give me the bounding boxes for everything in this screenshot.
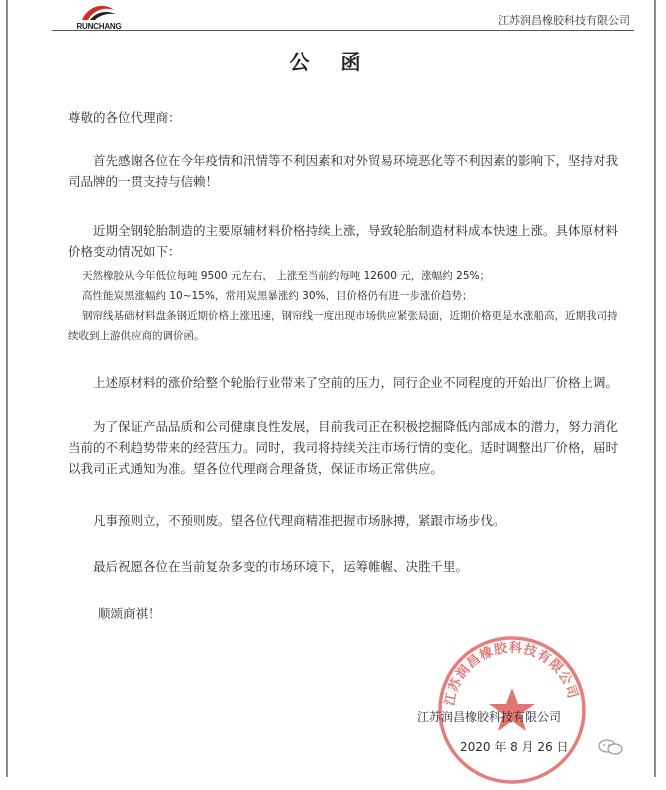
list-item: 钢帘线基础材料盘条钢近期价格上涨迅速，钢帘线一度出现市场供应紧张局面，近期价格更是水涨船高，近期我司持续收到上游供应商的调价函。 — [68, 310, 618, 342]
paragraph-industry-pressure: 上述原材料的涨价给整个轮胎行业带来了空前的压力，同行企业不同程度的开始出厂价格上调。 — [93, 375, 619, 390]
list-item: 天然橡胶从今年低位每吨 9500 元左右， 上涨至当前约每吨 12600 元，涨幅约 25%； — [82, 270, 490, 282]
header-company-name: 江苏润昌橡胶科技有限公司 — [498, 14, 630, 27]
logo-swoosh-icon — [64, 4, 134, 24]
signature-date: 2020 年 8 月 26 日 — [460, 740, 569, 754]
closing: 顺颂商祺！ — [98, 606, 161, 621]
wechat-icon — [596, 738, 626, 756]
signature-company: 江苏润昌橡胶科技有限公司 — [417, 710, 562, 724]
logo-text: RUNCHANG — [76, 22, 122, 31]
letter-title: 公 函 — [289, 50, 373, 74]
paragraph-adjustment: 为了保证产品品质和公司健康良性发展，目前我司正在积极挖掘降低内部成本的潜力，努力消化当前的不利趋势带来的经营压力。同时，我司将持续关注市场行情的变化。适时调整出厂价格，届时以我司正式通知为准。望各位代理商合理备货，保证市场正常供应。 — [68, 419, 619, 476]
price-change-list — [68, 266, 618, 346]
paragraph-wishes: 最后祝愿各位在当前复杂多变的市场环境下，运筹帷幄、决胜千里。 — [93, 559, 469, 574]
paragraph-price-rise: 近期全钢轮胎制造的主要原辅材料价格持续上涨，导致轮胎制造材料成本快速上涨。具体原材料价格变动情况如下： — [68, 223, 619, 259]
company-seal — [432, 626, 592, 786]
list-item: 高性能炭黑涨幅约 10~15%，常用炭黑暴涨约 30%，目价格仍有进一步涨价趋势； — [82, 290, 473, 302]
paragraph-advice: 凡事预则立，不预则废。望各位代理商精准把握市场脉搏，紧跟市场步伐。 — [93, 513, 506, 528]
svg-text:江苏润昌橡胶科技有限公司: 江苏润昌橡胶科技有限公司 — [442, 640, 581, 708]
salutation: 尊敬的各位代理商： — [68, 110, 181, 125]
paragraph-thanks: 首先感谢各位在今年疫情和汛情等不利因素和对外贸易环境恶化等不利因素的影响下，坚持对我司品牌的一贯支持与信赖！ — [68, 153, 619, 189]
header-divider — [52, 30, 634, 31]
letter-page — [6, 0, 656, 777]
